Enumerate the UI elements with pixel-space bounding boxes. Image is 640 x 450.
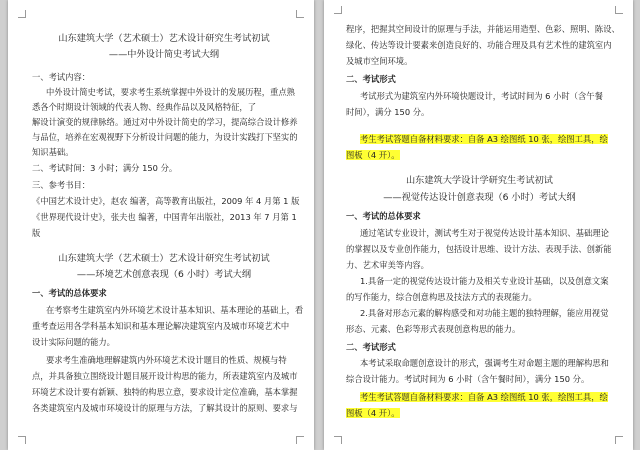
paragraph-line: 综合设计能力。考试时间为 6 小时（含午餐时间），满分 150 分。 [346,374,590,384]
doc-title: 山东建筑大学设计学研究生考试初试 [406,175,553,186]
highlighted-requirement [360,134,608,144]
paragraph-line: 悉各个时期设计领域的代表人物、经典作品以及风格特征，了 [32,102,257,112]
paragraph-line: 形态、元素、色彩等形式表现创意构思的能力。 [346,324,521,334]
paragraph-line: 知识基础。 [32,147,74,157]
doc-title: 山东建筑大学（艺术硕士）艺术设计研究生考试初试 [58,33,270,44]
paragraph-line: 程序，把握其空间设计的原理与手法，并能运用造型、色彩、照明、陈设、 [346,24,620,34]
paragraph-line: 各类建筑室内及城市环境设计的原理与方法，了解其设计的原则、要求与 [32,403,298,413]
highlighted-text: 图板（4 开）。 [346,408,400,418]
highlighted-requirement [360,392,608,402]
section-heading: 一、考试的总体要求 [346,211,421,221]
paragraph-line: 中外设计简史考试，要求考生系统掌握中外设计的发展历程，重点熟 [46,87,295,97]
paragraph-line: 设计实际问题的能力。 [32,337,115,347]
page-corner-mark [18,436,26,444]
document-page-left [8,0,314,450]
reference-item: 版 [32,228,41,238]
paragraph-line: 解设计演变的规律脉络。通过对中外设计简史的学习，提高综合设计修养 [32,117,298,127]
reference-item: 《中国艺术设计史》，赵农 编著，高等教育出版社，2009 年 4 月第 1 版 [32,196,300,206]
paragraph-line: 与品位，培养在宏观视野下分析设计问题的能力，为设计实践打下坚实的 [32,132,298,142]
section-heading: 二、考试形式 [346,342,396,352]
page-corner-mark [296,436,304,444]
paragraph-line: 考试形式为建筑室内外环境快题设计，考试时间为 6 小时（含午餐 [360,91,603,101]
page-corner-mark [615,6,623,14]
highlighted-text: 考生考试答题自备材料要求：自备 A3 绘图纸 10 张，绘图工具，绘 [360,392,608,402]
page-corner-mark [334,6,342,14]
paragraph-line: 2.具备对形态元素的解构感受和对功能主题的独特理解，能应用视觉 [360,308,609,318]
doc-title: 山东建筑大学（艺术硕士）艺术设计研究生考试初试 [58,253,270,264]
paragraph-line: 通过笔试专业设计，测试考生对于视觉传达设计基本知识、基础理论 [360,228,609,238]
highlighted-text: 考生考试答题自备材料要求：自备 A3 绘图纸 10 张，绘图工具，绘 [360,134,608,144]
highlighted-text: 图板（4 开）。 [346,150,400,160]
page-corner-mark [18,10,26,18]
section-heading: 三、参考书目： [32,180,91,190]
paragraph-line: 1.具备一定的视觉传达设计能力及相关专业设计基础，以及创意文案 [360,276,609,286]
paragraph-line: 在考察考生建筑室内外环境艺术设计基本知识、基本理论的基础上，看 [46,305,304,315]
doc-subtitle: ——视觉传达设计创意表现（6 小时）考试大纲 [383,192,576,203]
paragraph-line: 时间），满分 150 分。 [346,107,430,117]
page-corner-mark [334,436,342,444]
paragraph-line: 点，并具备独立围绕设计题目展开设计构思的能力，所表建筑室内及城市 [32,371,298,381]
paragraph-line: 的掌握以及专业创作能力，包括设计思维、设计方法、表现手法、创新能 [346,244,612,254]
paragraph-line: 的写作能力，综合创意构思及技法方式的表现能力。 [346,292,537,302]
doc-subtitle: ——环境艺术创意表现（6 小时）考试大纲 [76,269,252,280]
document-page-right [324,0,633,450]
paragraph-line: 力、艺术审美等内容。 [346,260,429,270]
section-heading: 一、考试内容： [32,72,91,82]
doc-subtitle: ——中外设计简史考试大纲 [108,49,220,60]
section-heading: 一、考试的总体要求 [32,288,107,298]
paragraph-line: 及城市空间环境。 [346,56,413,66]
paragraph-line: 要求考生准确地理解建筑内外环境艺术设计题目的性质、规模与特 [46,355,287,365]
page-corner-mark [296,10,304,18]
paragraph-line: 绿化、传达等设计要素来创造良好的、功能合理及具有艺术性的建筑室内 [346,40,612,50]
highlighted-requirement [346,150,400,160]
page-corner-mark [615,436,623,444]
highlighted-requirement [346,408,400,418]
paragraph-line: 环境艺术设计要有新颖、独特的构思立意，要求设计定位准确，基本掌握 [32,387,298,397]
reference-item: 《世界现代设计史》，张夫也 编著，中国青年出版社，2013 年 7 月第 1 [32,212,297,222]
paragraph-line: 重考查运用各学科基本知识和基本理论解决建筑室内及城市环境艺术中 [32,321,290,331]
section-heading: 二、考试形式 [346,74,396,84]
section-heading: 二、考试时间：3 小时；满分 150 分。 [32,163,178,173]
paragraph-line: 本考试采取命题创意设计的形式，强调考生对命题主题的理解构思和 [360,358,609,368]
